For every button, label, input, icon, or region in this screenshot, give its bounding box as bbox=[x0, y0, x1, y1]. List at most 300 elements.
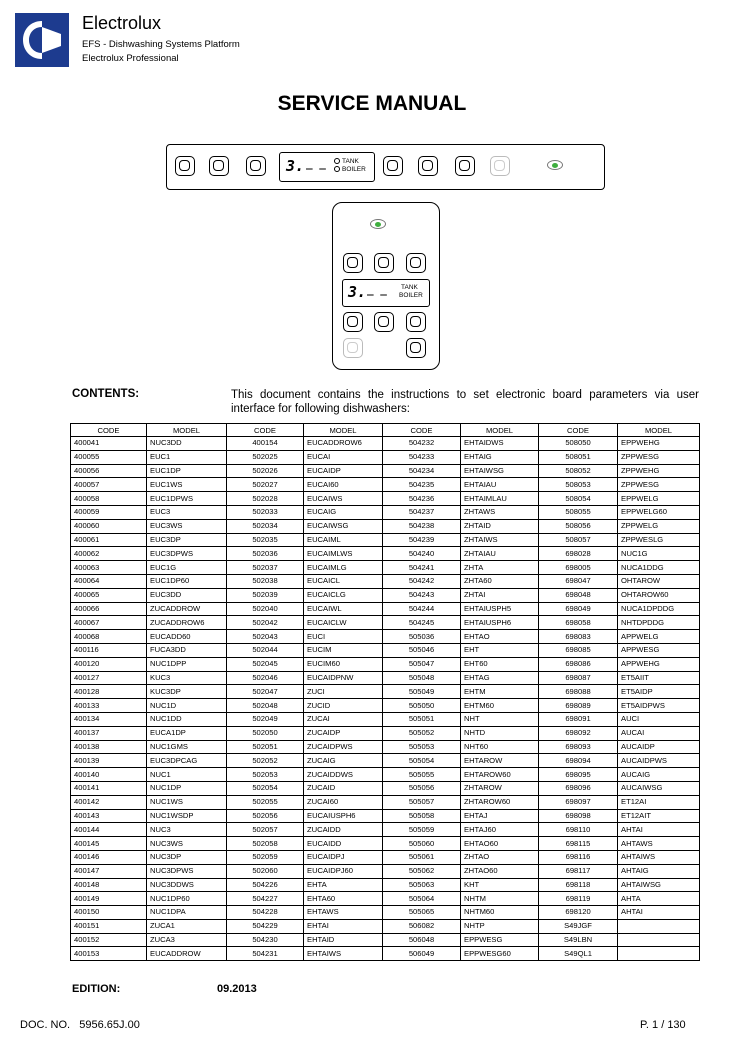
model-cell bbox=[618, 947, 700, 961]
model-cell: NHT bbox=[461, 712, 539, 726]
model-cell: EPPWESG60 bbox=[461, 947, 539, 961]
column-header: MODEL bbox=[461, 424, 539, 437]
code-cell: 505063 bbox=[383, 878, 461, 892]
model-cell: NHTM bbox=[461, 892, 539, 906]
code-cell: 504240 bbox=[383, 547, 461, 561]
table-row bbox=[71, 906, 700, 920]
code-cell: 505050 bbox=[383, 699, 461, 713]
code-cell: 698118 bbox=[539, 878, 618, 892]
brand-subtitle-professional: Electrolux Professional bbox=[82, 53, 179, 64]
code-cell: 698048 bbox=[539, 588, 618, 602]
logo-icon bbox=[15, 13, 69, 67]
model-cell: AHTAWS bbox=[618, 837, 700, 851]
model-cell: ZHTAIAU bbox=[461, 547, 539, 561]
table-row bbox=[71, 478, 700, 492]
model-cell: EUC3 bbox=[147, 505, 227, 519]
model-cell: EUCAIDPJ bbox=[304, 850, 383, 864]
column-header: CODE bbox=[71, 424, 147, 437]
model-cell: NHT60 bbox=[461, 740, 539, 754]
code-cell: 506049 bbox=[383, 947, 461, 961]
table-row bbox=[71, 657, 700, 671]
code-cell: 400139 bbox=[71, 754, 147, 768]
model-cell: EHTM bbox=[461, 685, 539, 699]
code-cell: 505055 bbox=[383, 768, 461, 782]
code-cell: 505051 bbox=[383, 712, 461, 726]
panel-display bbox=[279, 152, 375, 182]
table-row bbox=[71, 781, 700, 795]
model-cell: ZHTAROW bbox=[461, 781, 539, 795]
model-cell: ZUCAI bbox=[304, 712, 383, 726]
panel-key-icon bbox=[418, 156, 438, 176]
code-cell: 505061 bbox=[383, 850, 461, 864]
code-cell: 502040 bbox=[227, 602, 304, 616]
model-cell: NHTDPDDG bbox=[618, 616, 700, 630]
electrolux-logo bbox=[15, 13, 69, 67]
model-cell: EUC3DPWS bbox=[147, 547, 227, 561]
display-label-boiler: BOILER bbox=[342, 166, 366, 173]
model-cell: EUCADD60 bbox=[147, 630, 227, 644]
code-cell: 504237 bbox=[383, 505, 461, 519]
panel-key-icon bbox=[406, 253, 426, 273]
code-cell: 698028 bbox=[539, 547, 618, 561]
code-cell: 698083 bbox=[539, 630, 618, 644]
code-cell: 502054 bbox=[227, 781, 304, 795]
model-cell: ZHTAO60 bbox=[461, 864, 539, 878]
table-row bbox=[71, 823, 700, 837]
code-cell: 698085 bbox=[539, 643, 618, 657]
table-row bbox=[71, 450, 700, 464]
model-cell: ZUCI bbox=[304, 685, 383, 699]
table-row bbox=[71, 533, 700, 547]
table-row bbox=[71, 795, 700, 809]
model-cell: EUC1G bbox=[147, 561, 227, 575]
model-cell: EHT bbox=[461, 643, 539, 657]
code-cell: 502042 bbox=[227, 616, 304, 630]
page-title: SERVICE MANUAL bbox=[277, 92, 467, 115]
model-cell: EUCIM bbox=[304, 643, 383, 657]
table-body bbox=[71, 437, 700, 961]
table-row bbox=[71, 685, 700, 699]
code-cell: 505052 bbox=[383, 726, 461, 740]
code-cell: 698088 bbox=[539, 685, 618, 699]
code-cell: 502027 bbox=[227, 478, 304, 492]
code-cell: 698098 bbox=[539, 809, 618, 823]
code-cell: 698096 bbox=[539, 781, 618, 795]
code-cell: 502049 bbox=[227, 712, 304, 726]
model-cell: EUCAI bbox=[304, 450, 383, 464]
model-cell: NHTD bbox=[461, 726, 539, 740]
model-cell: ZUCAIG bbox=[304, 754, 383, 768]
table-row bbox=[71, 519, 700, 533]
model-cell: NUCA1DDG bbox=[618, 561, 700, 575]
code-cell: 400061 bbox=[71, 533, 147, 547]
model-cell: EHTAIWS bbox=[304, 947, 383, 961]
model-cell: ZUCAIDDWS bbox=[304, 768, 383, 782]
model-cell: ZHTAWS bbox=[461, 505, 539, 519]
code-cell: 504233 bbox=[383, 450, 461, 464]
code-cell: 400143 bbox=[71, 809, 147, 823]
code-cell: 505036 bbox=[383, 630, 461, 644]
code-cell: 502044 bbox=[227, 643, 304, 657]
table-row bbox=[71, 864, 700, 878]
model-cell: EUCAIMLWS bbox=[304, 547, 383, 561]
model-cell: ZUCAIDP bbox=[304, 726, 383, 740]
column-header: CODE bbox=[383, 424, 461, 437]
panel-key-icon bbox=[406, 338, 426, 358]
model-cell: NUC1DPA bbox=[147, 906, 227, 920]
code-cell: 502039 bbox=[227, 588, 304, 602]
code-cell: 504235 bbox=[383, 478, 461, 492]
code-cell: 505062 bbox=[383, 864, 461, 878]
code-cell: 505054 bbox=[383, 754, 461, 768]
code-cell: 504239 bbox=[383, 533, 461, 547]
code-cell: 508051 bbox=[539, 450, 618, 464]
code-cell: 504226 bbox=[227, 878, 304, 892]
code-cell: S49JGF bbox=[539, 919, 618, 933]
code-cell: 400140 bbox=[71, 768, 147, 782]
model-cell: EUCAIWSG bbox=[304, 519, 383, 533]
table-row bbox=[71, 492, 700, 506]
model-cell: EHTA60 bbox=[304, 892, 383, 906]
panel-key-icon bbox=[374, 312, 394, 332]
table-row bbox=[71, 837, 700, 851]
model-cell: EUCAIDD bbox=[304, 837, 383, 851]
panel-key-icon bbox=[175, 156, 195, 176]
column-header: MODEL bbox=[618, 424, 700, 437]
code-cell: 400127 bbox=[71, 671, 147, 685]
model-cell: EHTAROW60 bbox=[461, 768, 539, 782]
edition-label: EDITION: bbox=[72, 983, 121, 995]
model-cell: EUCADDROW bbox=[147, 947, 227, 961]
code-cell: 400128 bbox=[71, 685, 147, 699]
code-cell: 400147 bbox=[71, 864, 147, 878]
table-row bbox=[71, 933, 700, 947]
display-digit: 3. bbox=[286, 157, 305, 175]
code-cell: 505060 bbox=[383, 837, 461, 851]
model-cell: NUC1DPP bbox=[147, 657, 227, 671]
panel-display bbox=[342, 279, 430, 307]
code-cell: 502057 bbox=[227, 823, 304, 837]
model-cell: EUCAIG bbox=[304, 505, 383, 519]
model-cell: EUC1WS bbox=[147, 478, 227, 492]
model-cell: KHT bbox=[461, 878, 539, 892]
code-cell: 502052 bbox=[227, 754, 304, 768]
model-cell: ZUCID bbox=[304, 699, 383, 713]
model-cell: EHTAIDWS bbox=[461, 437, 539, 451]
code-cell: 400154 bbox=[227, 437, 304, 451]
code-cell: 698005 bbox=[539, 561, 618, 575]
model-cell: NUC3DPWS bbox=[147, 864, 227, 878]
code-cell: 698119 bbox=[539, 892, 618, 906]
code-cell: 505064 bbox=[383, 892, 461, 906]
table-row bbox=[71, 505, 700, 519]
table-row bbox=[71, 809, 700, 823]
code-cell: 502037 bbox=[227, 561, 304, 575]
model-cell: EUC1DP bbox=[147, 464, 227, 478]
code-cell: 400056 bbox=[71, 464, 147, 478]
model-cell: NUC3WS bbox=[147, 837, 227, 851]
code-cell: 504242 bbox=[383, 574, 461, 588]
model-cell: EUC1DP60 bbox=[147, 574, 227, 588]
model-cell: NUC3DP bbox=[147, 850, 227, 864]
model-cell: NUC3 bbox=[147, 823, 227, 837]
panel-key-disabled-icon bbox=[343, 338, 363, 358]
model-cell: ET5AIIT bbox=[618, 671, 700, 685]
model-cell: EHTA bbox=[304, 878, 383, 892]
model-cell: KUC3 bbox=[147, 671, 227, 685]
contents-intro: This document contains the instructions to set electronic board parameters via user interface for following dishwashers: bbox=[231, 389, 699, 415]
model-cell: ZUCA3 bbox=[147, 933, 227, 947]
model-cell: EHTAJ60 bbox=[461, 823, 539, 837]
model-cell: EHTAIMLAU bbox=[461, 492, 539, 506]
code-cell: 504231 bbox=[227, 947, 304, 961]
brand-subtitle-platform: EFS - Dishwashing Systems Platform bbox=[82, 39, 240, 50]
model-cell: ZHTAROW60 bbox=[461, 795, 539, 809]
model-cell: OHTAROW60 bbox=[618, 588, 700, 602]
model-cell: EHTAIUSPH6 bbox=[461, 616, 539, 630]
code-cell: S49LBN bbox=[539, 933, 618, 947]
code-cell: 698095 bbox=[539, 768, 618, 782]
code-cell: 502053 bbox=[227, 768, 304, 782]
model-cell: ZUCADDROW6 bbox=[147, 616, 227, 630]
code-cell: 698093 bbox=[539, 740, 618, 754]
model-cell: KUC3DP bbox=[147, 685, 227, 699]
table-row bbox=[71, 878, 700, 892]
model-cell: ZHTAI bbox=[461, 588, 539, 602]
model-cell: ET12AI bbox=[618, 795, 700, 809]
model-cell: EUC3DP bbox=[147, 533, 227, 547]
code-cell: 505046 bbox=[383, 643, 461, 657]
model-cell: NUCA1DPDDG bbox=[618, 602, 700, 616]
code-cell: 502051 bbox=[227, 740, 304, 754]
code-cell: 698120 bbox=[539, 906, 618, 920]
model-cell: ZHTAO bbox=[461, 850, 539, 864]
model-cell: EUC3WS bbox=[147, 519, 227, 533]
column-header: MODEL bbox=[304, 424, 383, 437]
model-cell: ET5AIDPWS bbox=[618, 699, 700, 713]
code-cell: 400151 bbox=[71, 919, 147, 933]
code-cell: 502028 bbox=[227, 492, 304, 506]
table-row bbox=[71, 919, 700, 933]
table-row bbox=[71, 947, 700, 961]
model-cell: NUC3DDWS bbox=[147, 878, 227, 892]
code-cell: 502043 bbox=[227, 630, 304, 644]
panel-key-icon bbox=[343, 253, 363, 273]
display-label-tank: TANK bbox=[342, 158, 359, 165]
tank-indicator-icon bbox=[334, 158, 340, 164]
code-cell: 400055 bbox=[71, 450, 147, 464]
table-row bbox=[71, 602, 700, 616]
model-cell: ZUCA1 bbox=[147, 919, 227, 933]
model-cell: EPPWESG bbox=[461, 933, 539, 947]
table-row bbox=[71, 616, 700, 630]
code-cell: 698094 bbox=[539, 754, 618, 768]
model-cell: EHTAO60 bbox=[461, 837, 539, 851]
panel-key-icon bbox=[455, 156, 475, 176]
model-cell: EUCAIMLG bbox=[304, 561, 383, 575]
model-cell: APPWEHG bbox=[618, 657, 700, 671]
power-led-icon bbox=[547, 160, 563, 170]
code-cell: 400149 bbox=[71, 892, 147, 906]
contents-label: CONTENTS: bbox=[72, 388, 140, 400]
model-cell: EHTAWS bbox=[304, 906, 383, 920]
model-cell: EHTAG bbox=[461, 671, 539, 685]
code-cell: 502046 bbox=[227, 671, 304, 685]
model-cell: EPPWELG60 bbox=[618, 505, 700, 519]
model-cell: EUC1 bbox=[147, 450, 227, 464]
model-cell: ET5AIDP bbox=[618, 685, 700, 699]
edition-value: 09.2013 bbox=[217, 983, 257, 995]
panel-key-icon bbox=[246, 156, 266, 176]
code-cell: 400041 bbox=[71, 437, 147, 451]
code-cell: 400152 bbox=[71, 933, 147, 947]
model-cell: ZPPWEHG bbox=[618, 464, 700, 478]
code-cell: 698047 bbox=[539, 574, 618, 588]
model-cell: NUC1D bbox=[147, 699, 227, 713]
table-row bbox=[71, 754, 700, 768]
model-cell: EHTAJ bbox=[461, 809, 539, 823]
model-cell: EUCA1DP bbox=[147, 726, 227, 740]
code-cell: 698086 bbox=[539, 657, 618, 671]
table-row bbox=[71, 630, 700, 644]
code-cell: 502026 bbox=[227, 464, 304, 478]
code-cell: 400064 bbox=[71, 574, 147, 588]
code-cell: 508053 bbox=[539, 478, 618, 492]
model-cell: EUCAI60 bbox=[304, 478, 383, 492]
column-header: CODE bbox=[227, 424, 304, 437]
model-cell: ZPPWESLG bbox=[618, 533, 700, 547]
panel-key-icon bbox=[343, 312, 363, 332]
model-cell: EUCIM60 bbox=[304, 657, 383, 671]
code-cell: 400145 bbox=[71, 837, 147, 851]
model-cell: NHTP bbox=[461, 919, 539, 933]
model-cell: ZHTAIWS bbox=[461, 533, 539, 547]
code-cell: 502047 bbox=[227, 685, 304, 699]
code-cell: 508057 bbox=[539, 533, 618, 547]
code-cell: 698097 bbox=[539, 795, 618, 809]
model-cell: ZUCAIDD bbox=[304, 823, 383, 837]
model-cell bbox=[618, 933, 700, 947]
model-cell: EHTAIUSPH5 bbox=[461, 602, 539, 616]
table-row bbox=[71, 561, 700, 575]
table-row bbox=[71, 699, 700, 713]
model-cell: EUCAIML bbox=[304, 533, 383, 547]
code-cell: 502033 bbox=[227, 505, 304, 519]
model-cell: EUCI bbox=[304, 630, 383, 644]
model-cell: ZUCAID bbox=[304, 781, 383, 795]
code-cell: 698087 bbox=[539, 671, 618, 685]
model-cell: NUC3DD bbox=[147, 437, 227, 451]
code-cell: 506082 bbox=[383, 919, 461, 933]
model-cell: EHTM60 bbox=[461, 699, 539, 713]
model-cell: AUCAIG bbox=[618, 768, 700, 782]
display-dashes: _ _ bbox=[367, 283, 387, 296]
model-cell: NUC1WSDP bbox=[147, 809, 227, 823]
model-cell: EUCAICL bbox=[304, 574, 383, 588]
page-number: P. 1 / 130 bbox=[640, 1019, 686, 1031]
column-header: MODEL bbox=[147, 424, 227, 437]
code-cell: 400060 bbox=[71, 519, 147, 533]
model-cell: EUC3DPCAG bbox=[147, 754, 227, 768]
code-cell: 508056 bbox=[539, 519, 618, 533]
model-cell: EUCAIUSPH6 bbox=[304, 809, 383, 823]
code-cell: 502025 bbox=[227, 450, 304, 464]
document-number: DOC. NO. 5956.65J.00 bbox=[20, 1019, 140, 1031]
table-row bbox=[71, 850, 700, 864]
code-cell: 502035 bbox=[227, 533, 304, 547]
code-cell: 504241 bbox=[383, 561, 461, 575]
table-row bbox=[71, 726, 700, 740]
model-cell: APPWESG bbox=[618, 643, 700, 657]
code-cell: 698117 bbox=[539, 864, 618, 878]
code-cell: 504228 bbox=[227, 906, 304, 920]
model-cell: ET12AIT bbox=[618, 809, 700, 823]
code-cell: S49QL1 bbox=[539, 947, 618, 961]
table-row bbox=[71, 643, 700, 657]
model-cell: NUC1DP bbox=[147, 781, 227, 795]
code-cell: 504232 bbox=[383, 437, 461, 451]
model-cell: ZPPWESG bbox=[618, 478, 700, 492]
code-cell: 400063 bbox=[71, 561, 147, 575]
code-cell: 698110 bbox=[539, 823, 618, 837]
model-cell: APPWELG bbox=[618, 630, 700, 644]
control-panel-vertical bbox=[332, 202, 440, 370]
code-cell: 504234 bbox=[383, 464, 461, 478]
model-cell: EUCADDROW6 bbox=[304, 437, 383, 451]
model-cell: ZUCAI60 bbox=[304, 795, 383, 809]
code-cell: 502058 bbox=[227, 837, 304, 851]
code-cell: 400142 bbox=[71, 795, 147, 809]
code-cell: 400138 bbox=[71, 740, 147, 754]
model-cell: AHTAIG bbox=[618, 864, 700, 878]
code-cell: 400059 bbox=[71, 505, 147, 519]
code-cell: 400134 bbox=[71, 712, 147, 726]
code-cell: 505057 bbox=[383, 795, 461, 809]
code-cell: 400153 bbox=[71, 947, 147, 961]
table-row bbox=[71, 768, 700, 782]
power-led-icon bbox=[370, 219, 386, 229]
code-cell: 505047 bbox=[383, 657, 461, 671]
code-cell: 505048 bbox=[383, 671, 461, 685]
model-cell: EHTAID bbox=[304, 933, 383, 947]
code-cell: 505059 bbox=[383, 823, 461, 837]
panel-key-icon bbox=[209, 156, 229, 176]
dishwasher-models-table bbox=[70, 423, 700, 961]
model-cell: AHTAI bbox=[618, 823, 700, 837]
code-cell: 508052 bbox=[539, 464, 618, 478]
panel-key-icon bbox=[406, 312, 426, 332]
model-cell: AUCAIWSG bbox=[618, 781, 700, 795]
model-cell: NUC1GMS bbox=[147, 740, 227, 754]
code-cell: 505056 bbox=[383, 781, 461, 795]
model-cell: NUC1DD bbox=[147, 712, 227, 726]
code-cell: 400058 bbox=[71, 492, 147, 506]
code-cell: 504245 bbox=[383, 616, 461, 630]
model-cell: EHTAROW bbox=[461, 754, 539, 768]
code-cell: 400116 bbox=[71, 643, 147, 657]
table-row bbox=[71, 437, 700, 451]
model-cell: NUC1G bbox=[618, 547, 700, 561]
model-cell: NUC1WS bbox=[147, 795, 227, 809]
model-cell: EUC3DD bbox=[147, 588, 227, 602]
code-cell: 698092 bbox=[539, 726, 618, 740]
code-cell: 508050 bbox=[539, 437, 618, 451]
code-cell: 502055 bbox=[227, 795, 304, 809]
model-cell: EUC1DPWS bbox=[147, 492, 227, 506]
model-cell: AUCAIDP bbox=[618, 740, 700, 754]
model-cell: ZPPWESG bbox=[618, 450, 700, 464]
code-cell: 502038 bbox=[227, 574, 304, 588]
